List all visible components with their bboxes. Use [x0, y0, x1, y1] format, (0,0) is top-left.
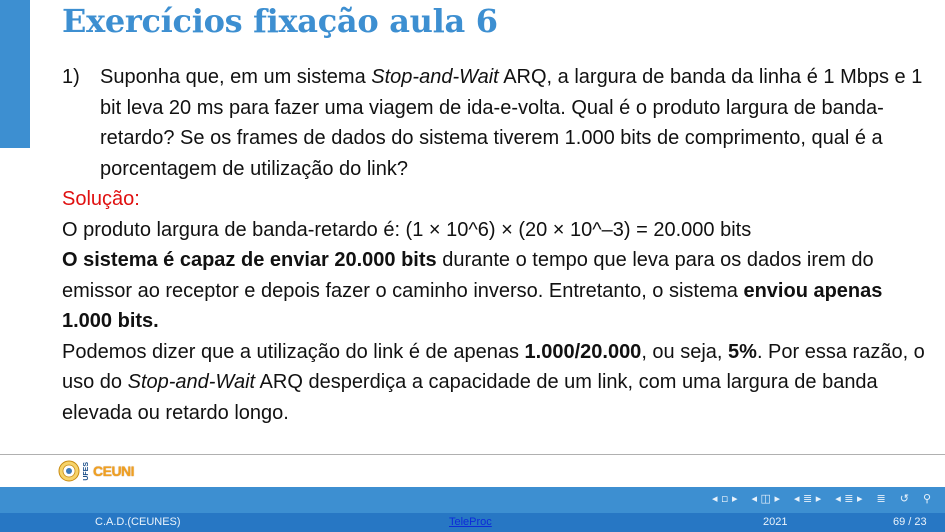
- footer-course-link[interactable]: TeleProc: [449, 516, 492, 528]
- p2-text-1: durante o tempo que leva para os dados irem do emissor ao receptor e depois fazer o caminho inverso. Entretanto, o sistema: [62, 249, 874, 302]
- nav-first-icon[interactable]: ◂ ▫ ▸: [712, 492, 738, 505]
- logo-ufes-text: UFES: [83, 461, 90, 481]
- p3-bold-1: 1.000/20.000: [524, 340, 642, 363]
- nav-undo-icon[interactable]: ↺: [899, 492, 909, 505]
- question-italic: Stop-and-Wait: [371, 66, 499, 88]
- ufes-seal-icon: [58, 460, 80, 482]
- p3-italic: Stop-and-Wait: [127, 371, 256, 393]
- nav-section-icon[interactable]: ◂ ≣ ▸: [835, 492, 863, 505]
- p3-text-4: ARQ desperdiça a capacidade de um link, com uma largura de banda elevada ou retardo longo.: [62, 371, 878, 424]
- p3-text-1: Podemos dizer que a utilização do link é de apenas: [62, 340, 525, 363]
- nav-frame-icon[interactable]: ◂ ◫ ▸: [751, 492, 780, 505]
- nav-subsection-icon[interactable]: ◂ ≣ ▸: [793, 492, 822, 505]
- logo-ceuni-text: CEUNI: [93, 463, 135, 479]
- footer-year: 2021: [763, 516, 788, 528]
- solution-paragraph-3: [62, 337, 932, 429]
- ceuni-logo: [58, 457, 134, 485]
- question-text-2: ARQ, a largura de banda da linha é 1 Mbps e 1 bit leva 20 ms para fazer uma viagem de ida-e-volta. Qual é o produto largura de banda-retardo? Se os frames de dados do sistema tiverem 1.000 bits de comprimento, qual é a porcentagem de utilização do link?: [100, 66, 923, 180]
- p2-bold-2: enviou apenas 1.000 bits.: [62, 279, 883, 332]
- footer-author: C.A.D.(CEUNES): [95, 516, 181, 528]
- footer-page-number: 69 / 23: [893, 516, 927, 528]
- p3-text-3: . Por essa razão, o uso do: [62, 340, 925, 393]
- solution-label: Solução:: [62, 188, 140, 210]
- p2-bold-1: O sistema é capaz de enviar 20.000 bits: [62, 249, 437, 271]
- beamer-nav-bar: [0, 487, 945, 513]
- question-1: [62, 62, 932, 184]
- slide-footer: [0, 513, 945, 532]
- slide-body: [62, 62, 932, 428]
- nav-icons: [712, 492, 931, 505]
- p3-bold-2: 5%: [728, 340, 757, 363]
- question-text-1: Suponha que, em um sistema: [100, 66, 372, 88]
- nav-align-icon[interactable]: ≣: [876, 492, 886, 505]
- nav-search-icon[interactable]: ⚲: [922, 492, 931, 505]
- footer-divider: [0, 454, 945, 455]
- slide-title: Exercícios fixação aula 6: [62, 2, 498, 40]
- question-number: 1): [62, 66, 80, 88]
- p3-text-2: , ou seja,: [641, 340, 729, 363]
- solution-paragraph-2: [62, 245, 932, 337]
- side-accent-bar: [0, 0, 30, 148]
- product-line: O produto largura de banda-retardo é: (1 × 10^6) × (20 × 10^–3) = 20.000 bits: [62, 218, 752, 241]
